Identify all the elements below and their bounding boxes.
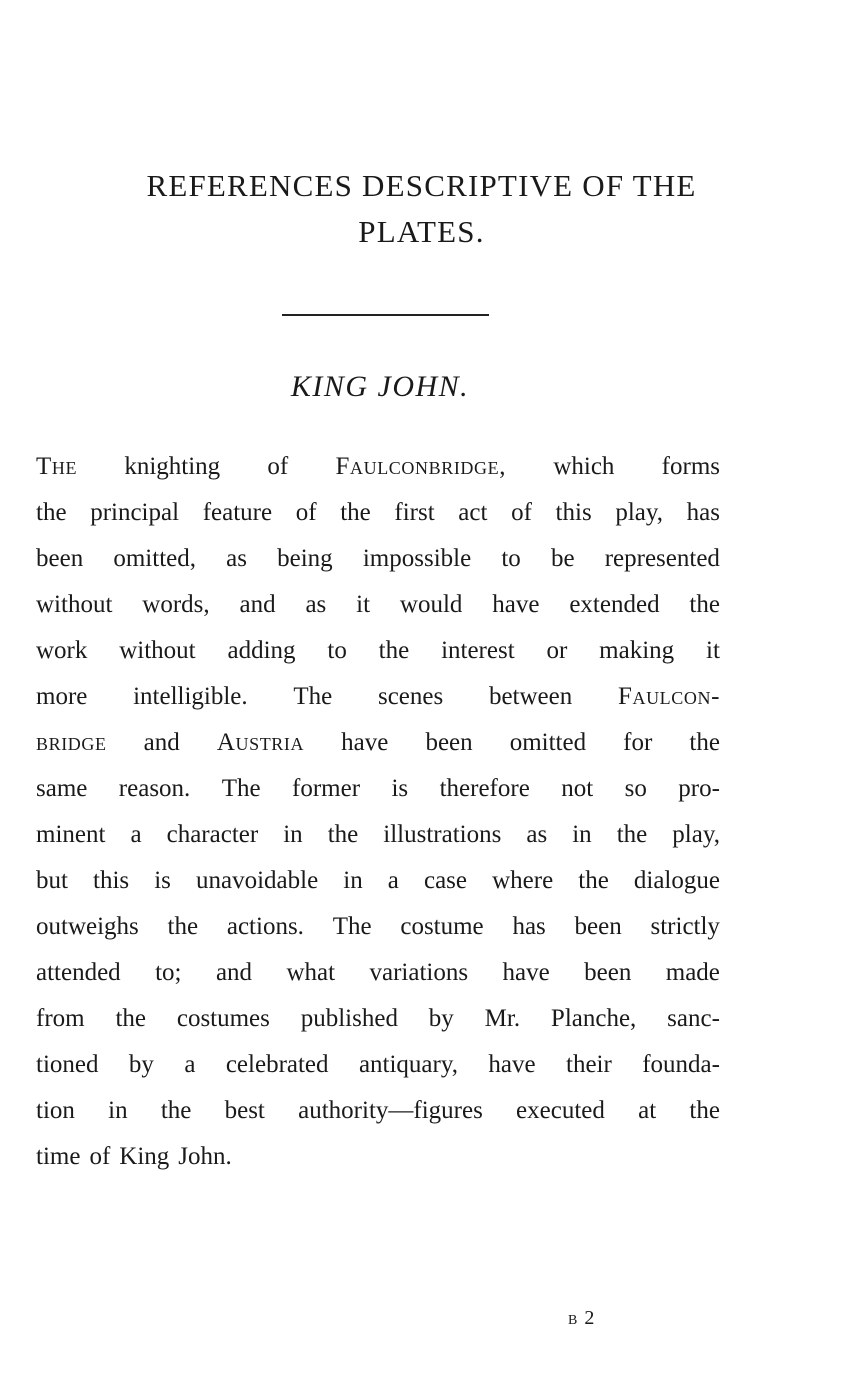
word: in xyxy=(572,821,592,848)
word: costumes xyxy=(176,1005,270,1032)
word: without xyxy=(36,591,113,618)
word: the xyxy=(689,1097,720,1124)
paragraph-line xyxy=(36,996,720,1042)
word: represented xyxy=(604,545,720,572)
word: sanc- xyxy=(667,1005,720,1032)
word: impossible xyxy=(362,545,472,572)
word: the xyxy=(115,1005,146,1032)
word: minent xyxy=(36,821,106,848)
word: the xyxy=(36,499,67,526)
word: therefore xyxy=(439,775,530,802)
word: this xyxy=(555,499,592,526)
word: between xyxy=(488,683,573,710)
word: of xyxy=(89,1143,111,1170)
word: as xyxy=(526,821,548,848)
word: the xyxy=(167,913,199,940)
word: published xyxy=(300,1005,398,1032)
word: former xyxy=(292,775,361,802)
word: been xyxy=(584,959,632,986)
word: the xyxy=(689,729,720,756)
word: strictly xyxy=(650,913,720,940)
word: work xyxy=(36,637,88,664)
word: as xyxy=(305,591,327,618)
character-name: Faulcon- xyxy=(617,683,720,710)
word: outweighs xyxy=(36,913,139,940)
word: pro- xyxy=(678,775,720,802)
word: by xyxy=(128,1051,154,1078)
word: a xyxy=(184,1051,196,1078)
word: in xyxy=(343,867,363,894)
word: The xyxy=(293,683,333,710)
word: has xyxy=(686,499,720,526)
word: tioned xyxy=(36,1051,99,1078)
word: the xyxy=(340,499,371,526)
word: variations xyxy=(369,959,469,986)
word: to; xyxy=(155,959,182,986)
word: omitted xyxy=(509,729,587,756)
word: the xyxy=(616,821,648,848)
word: authority—figures xyxy=(298,1097,483,1124)
word: illustrations xyxy=(383,821,502,848)
word: be xyxy=(550,545,575,572)
word: forms xyxy=(661,453,720,480)
section-heading xyxy=(60,163,783,255)
word: feature xyxy=(202,499,273,526)
word: without xyxy=(119,637,196,664)
word: knighting xyxy=(124,453,221,480)
word: the xyxy=(160,1097,192,1124)
word: of xyxy=(267,453,289,480)
word: as xyxy=(226,545,247,572)
paragraph-line xyxy=(36,536,720,582)
word: words, xyxy=(142,591,210,618)
word: same xyxy=(36,775,88,802)
word: a xyxy=(387,867,399,894)
word: which xyxy=(553,453,615,480)
word: celebrated xyxy=(225,1051,329,1078)
paragraph-line xyxy=(36,720,720,766)
word: is xyxy=(154,867,171,894)
word: John. xyxy=(178,1143,232,1170)
word: Planche, xyxy=(550,1005,637,1032)
word: The xyxy=(332,913,372,940)
word: have xyxy=(502,959,550,986)
word: being xyxy=(277,545,333,572)
paragraph-line xyxy=(36,1042,720,1088)
word: time xyxy=(36,1143,81,1170)
word: but xyxy=(36,867,68,894)
signature-number: 2 xyxy=(584,1307,597,1329)
word: made xyxy=(665,959,720,986)
word: the xyxy=(689,591,720,618)
play-title: KING JOHN. xyxy=(290,370,470,403)
word: Mr. xyxy=(484,1005,521,1032)
word: scenes xyxy=(377,683,444,710)
word: where xyxy=(492,867,554,894)
character-name: Faulconbridge, xyxy=(335,453,507,480)
word: interest xyxy=(441,637,515,664)
word: actions. xyxy=(226,913,304,940)
word: play, xyxy=(615,499,663,526)
word: so xyxy=(624,775,647,802)
word: and xyxy=(239,591,276,618)
word: to xyxy=(327,637,347,664)
word: have xyxy=(492,591,540,618)
word: principal xyxy=(90,499,180,526)
word: costume xyxy=(400,913,484,940)
word: been xyxy=(425,729,473,756)
word: not xyxy=(561,775,594,802)
word: dialogue xyxy=(633,867,720,894)
word: their xyxy=(566,1051,612,1078)
word: by xyxy=(428,1005,454,1032)
paragraph-line xyxy=(36,628,720,674)
word: making xyxy=(599,637,675,664)
word: a xyxy=(130,821,142,848)
word: in xyxy=(108,1097,128,1124)
word: intelligible. xyxy=(133,683,248,710)
paragraph-line xyxy=(36,858,720,904)
word: act xyxy=(458,499,488,526)
word: or xyxy=(546,637,568,664)
word: to xyxy=(501,545,521,572)
word: has xyxy=(512,913,546,940)
signature-letter: B xyxy=(568,1313,578,1328)
paragraph-line xyxy=(36,490,720,536)
word: best xyxy=(224,1097,265,1124)
word: from xyxy=(36,1005,85,1032)
word: and xyxy=(215,959,253,986)
word: would xyxy=(399,591,463,618)
word: case xyxy=(423,867,468,894)
paragraph-line xyxy=(36,674,720,720)
section-heading-line-1: REFERENCES DESCRIPTIVE OF THE xyxy=(146,168,697,203)
word: reason. xyxy=(118,775,191,802)
word: at xyxy=(638,1097,657,1124)
word: unavoidable xyxy=(196,867,319,894)
word: The xyxy=(221,775,261,802)
word: been xyxy=(574,913,622,940)
word: character xyxy=(166,821,259,848)
word: the xyxy=(578,867,609,894)
word: adding xyxy=(227,637,296,664)
paragraph-line xyxy=(36,904,720,950)
word: omitted, xyxy=(113,545,196,572)
paragraph-line xyxy=(36,444,720,490)
word: executed xyxy=(516,1097,605,1124)
word: play, xyxy=(672,821,720,848)
word: have xyxy=(488,1051,536,1078)
paragraph-line xyxy=(36,582,720,628)
word: tion xyxy=(36,1097,75,1124)
signature-mark xyxy=(568,1307,596,1330)
word: of xyxy=(295,499,317,526)
paragraph-line xyxy=(36,950,720,996)
character-name: Austria xyxy=(216,729,305,756)
word: King xyxy=(119,1143,170,1170)
word: the xyxy=(378,637,410,664)
paragraph-line xyxy=(36,812,720,858)
section-heading-line-2: PLATES. xyxy=(358,214,485,249)
word: this xyxy=(93,867,130,894)
horizontal-rule xyxy=(282,314,489,316)
word: it xyxy=(706,637,720,664)
word: extended xyxy=(569,591,660,618)
paragraph-line xyxy=(36,766,720,812)
word: first xyxy=(394,499,435,526)
word: the xyxy=(327,821,359,848)
paragraph-line xyxy=(36,1134,720,1180)
word: and xyxy=(143,729,180,756)
word: in xyxy=(283,821,303,848)
word: what xyxy=(286,959,336,986)
word: been xyxy=(36,545,84,572)
word: founda- xyxy=(642,1051,720,1078)
word: antiquary, xyxy=(358,1051,458,1078)
word: for xyxy=(623,729,653,756)
word: more xyxy=(36,683,88,710)
word: is xyxy=(391,775,409,802)
paragraph-line xyxy=(36,1088,720,1134)
word: of xyxy=(511,499,532,526)
word: attended xyxy=(36,959,121,986)
word: The xyxy=(36,453,78,480)
body-paragraph xyxy=(36,444,720,1180)
character-name: bridge xyxy=(36,729,107,756)
word: it xyxy=(356,591,371,618)
word: have xyxy=(341,729,389,756)
